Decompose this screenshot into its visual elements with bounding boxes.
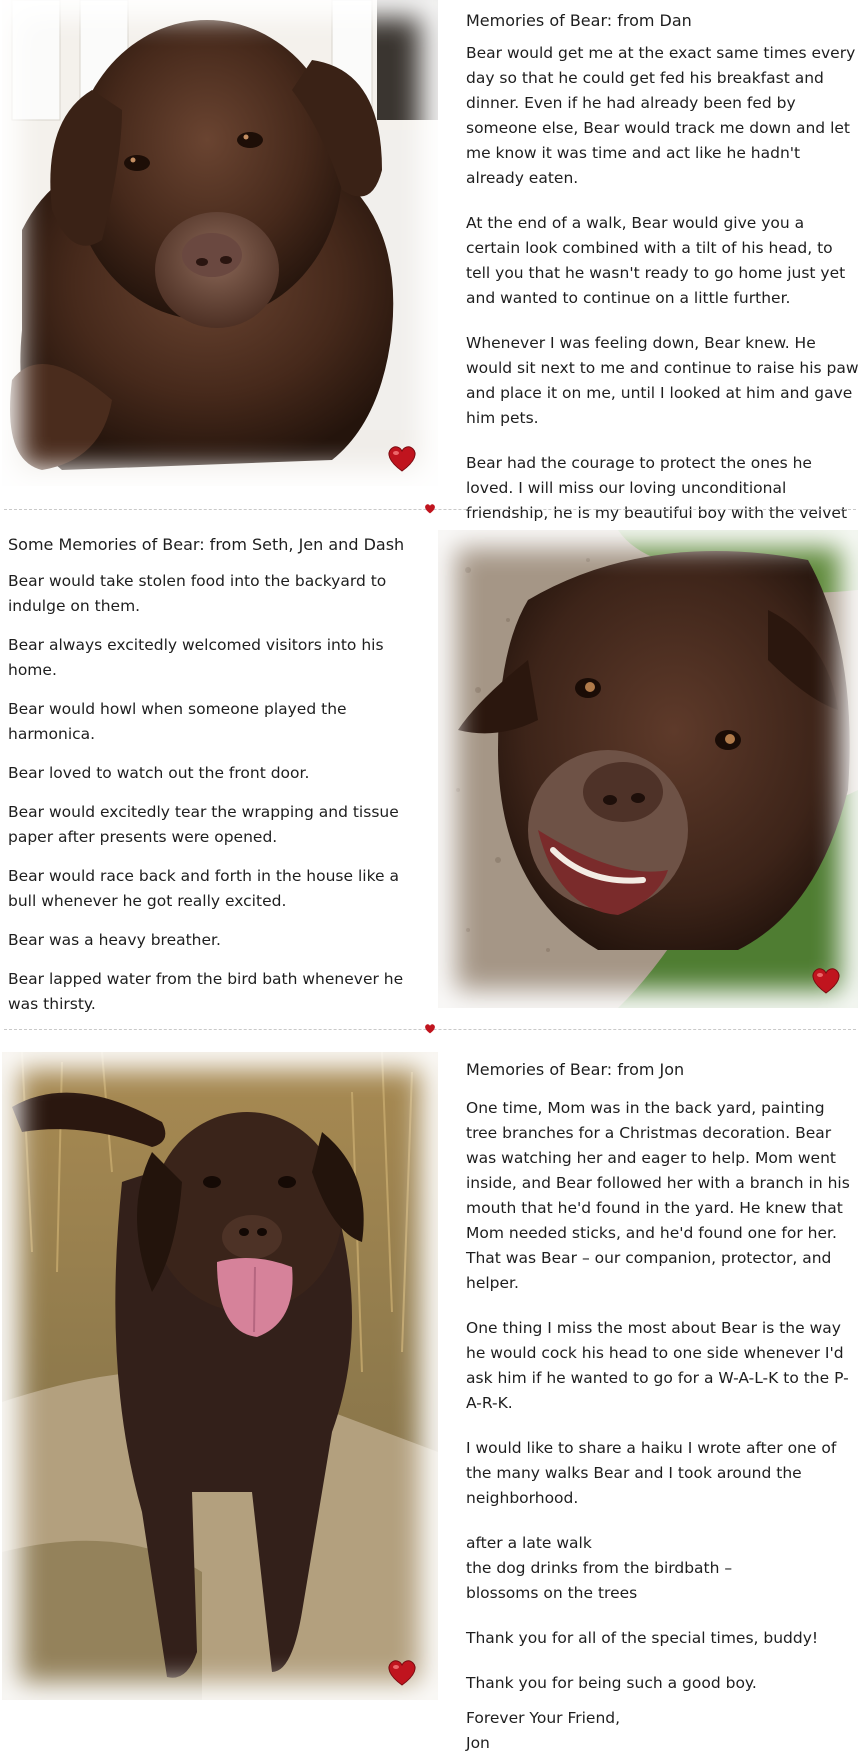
memory-paragraph: Bear would excitedly tear the wrapping and tissue paper after presents were opened. <box>8 803 399 846</box>
signature: Jon <box>466 1734 490 1752</box>
memory-paragraph: Bear would race back and forth in the house like a bull whenever he got really excited. <box>8 867 399 910</box>
heart-icon <box>810 966 842 994</box>
section-title: Some Memories of Bear: from Seth, Jen and Dash <box>8 535 405 554</box>
section-title: Memories of Bear: from Dan <box>466 11 692 30</box>
haiku-line: after a late walk <box>466 1534 592 1552</box>
memory-section-dan <box>0 0 860 522</box>
heart-icon <box>424 503 436 514</box>
signoff: Forever Your Friend, <box>466 1709 621 1727</box>
memory-paragraph: Bear would get me at the exact same times every day so that he could get fed his breakfast and dinner. Even if he had already been fed by someone else, Bear would track me down and let me know it was time and act like he hadn't already eaten. <box>466 44 856 187</box>
memory-paragraph: Bear lapped water from the bird bath whenever he was thirsty. <box>8 970 404 1013</box>
bear-photo-resting <box>2 0 438 486</box>
memory-paragraph: I would like to share a haiku I wrote after one of the many walks Bear and I took around the neighborhood. <box>466 1439 837 1507</box>
heart-icon <box>386 1658 418 1686</box>
haiku <box>466 1531 860 1606</box>
section-title: Memories of Bear: from Jon <box>466 1060 685 1079</box>
memory-paragraph: Whenever I was feeling down, Bear knew. He would sit next to me and continue to raise his paw and place it on me, until I looked at him and gave him pets. <box>466 334 859 427</box>
memory-paragraph: At the end of a walk, Bear would give you a certain look combined with a tilt of his head, to tell you that he wasn't ready to go home just yet and wanted to continue on a little further. <box>466 214 846 307</box>
bear-photo-looking-up <box>438 530 858 1008</box>
jon-memories-text <box>466 1057 860 1756</box>
signature-block <box>466 1706 860 1756</box>
memory-section-jon <box>0 1040 860 1752</box>
section-divider <box>4 502 856 516</box>
bear-photo-walking <box>2 1052 438 1700</box>
memory-paragraph: One thing I miss the most about Bear is the way he would cock his head to one side whenever I'd ask him if he wanted to go for a W-A-L-K to the P-A-R-K. <box>466 1319 849 1412</box>
memory-paragraph: Bear would howl when someone played the harmonica. <box>8 700 347 743</box>
memory-section-seth-jen-dash <box>0 522 860 1013</box>
haiku-line: the dog drinks from the birdbath – <box>466 1559 733 1577</box>
memory-paragraph: One time, Mom was in the back yard, painting tree branches for a Christmas decoration. Bear was watching her and eager to help. Mom went inside, and Bear followed her with a branch in his mouth that he'd found in the yard. He knew that Mom needed sticks, and he'd found one for her. That was Bear – our companion, protector, and helper. <box>466 1099 850 1292</box>
section-divider <box>4 1022 856 1036</box>
haiku-line: blossoms on the trees <box>466 1584 638 1602</box>
memory-paragraph: Bear loved to watch out the front door. <box>8 764 310 782</box>
memory-paragraph: Bear had the courage to protect the ones he loved. I will miss our loving unconditional friendship, he is my beautiful boy with the velvet <box>466 454 848 522</box>
memory-paragraph: Bear would take stolen food into the backyard to indulge on them. <box>8 572 387 615</box>
heart-icon <box>424 1023 436 1034</box>
thanks-line: Thank you for being such a good boy. <box>466 1674 757 1692</box>
memory-paragraph: Bear was a heavy breather. <box>8 931 221 949</box>
thanks-line: Thank you for all of the special times, buddy! <box>466 1629 819 1647</box>
memory-paragraph: Bear always excitedly welcomed visitors into his home. <box>8 636 384 679</box>
heart-icon <box>386 444 418 472</box>
dan-memories-text <box>466 8 860 551</box>
family-memories-text <box>8 532 428 1017</box>
